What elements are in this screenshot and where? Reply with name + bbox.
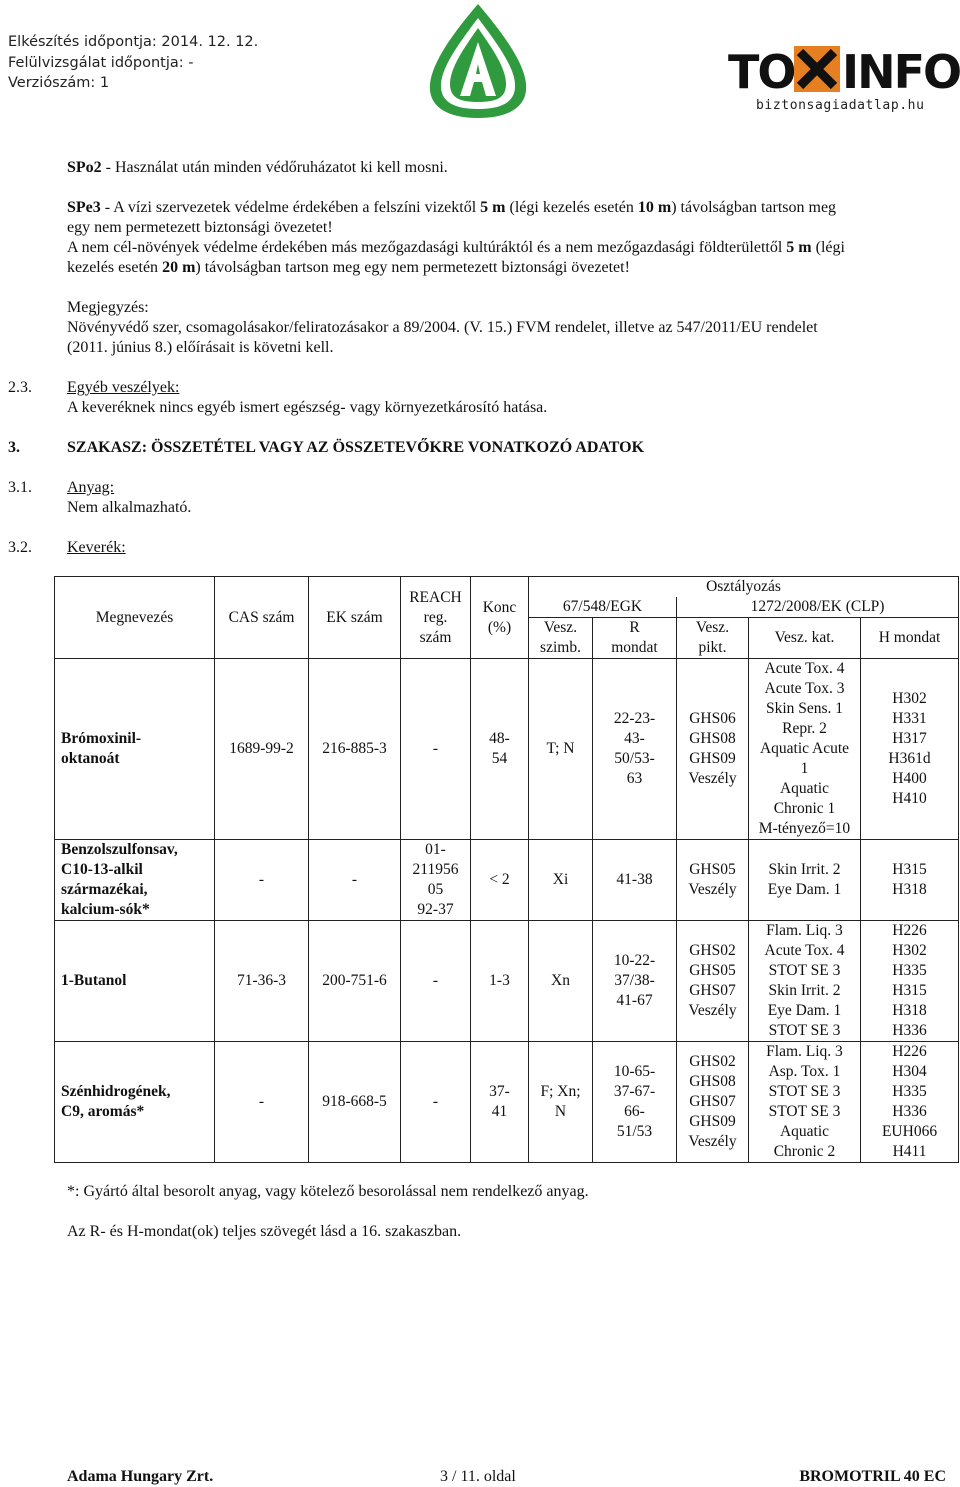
cell-line: 48- xyxy=(489,730,510,747)
header-vesz-szimb-line: szimb. xyxy=(540,639,581,656)
spe3-line-1 xyxy=(67,198,836,218)
cell-ek xyxy=(309,1042,401,1163)
cell-r xyxy=(593,840,677,921)
cell-line: Xi xyxy=(552,871,569,888)
cell-line: H226 xyxy=(892,1043,927,1060)
cell-line: H411 xyxy=(892,1143,927,1160)
cell-line: H315 xyxy=(892,982,927,999)
cell-line: GHS02 xyxy=(689,942,736,959)
cell-line: Flam. Liq. 3 xyxy=(766,1043,843,1060)
cell-ek xyxy=(309,840,401,921)
cell-line: N xyxy=(554,1103,567,1120)
cell-line: GHS02 xyxy=(689,1053,736,1070)
cell-line: H336 xyxy=(892,1103,927,1120)
cell-line: 10-65- xyxy=(613,1063,656,1080)
header-reach-line: REACH xyxy=(409,588,462,606)
cell-line: 51/53 xyxy=(616,1123,653,1140)
cell-reach xyxy=(401,840,471,921)
cell-line: 200-751-6 xyxy=(322,972,387,989)
cell-line: H335 xyxy=(892,1083,927,1100)
document-header-info xyxy=(8,32,258,94)
cell-konc xyxy=(471,840,529,921)
cell-h xyxy=(861,1042,959,1163)
section-3-1-number: 3.1. xyxy=(8,479,32,496)
cell-line: Skin Irrit. 2 xyxy=(768,861,841,878)
header-h-mondat: H mondat xyxy=(861,618,959,659)
cell-ek xyxy=(309,659,401,840)
cell-konc xyxy=(471,921,529,1042)
cell-kat xyxy=(749,1042,861,1163)
nontarget-text-c: (légi xyxy=(815,239,845,256)
nontarget-text-a: A nem cél-növények védelme érdekében más mezőgazdasági kultúráktól és a nem mezőgazdasági földterülettől xyxy=(67,239,783,256)
cell-line: H318 xyxy=(892,1002,927,1019)
cell-line: Chronic 2 xyxy=(773,1143,836,1160)
header-konc xyxy=(471,577,529,659)
cell-line: Asp. Tox. 1 xyxy=(768,1063,841,1080)
header-vesz-szimb-line: Vesz. xyxy=(543,619,578,636)
cell-line: Eye Dam. 1 xyxy=(767,1002,842,1019)
cell-line: 216-885-3 xyxy=(322,740,387,757)
cell-line: STOT SE 3 xyxy=(768,1022,841,1039)
table-row xyxy=(55,921,959,1042)
cell-line: C9, aromás* xyxy=(61,1103,145,1120)
section-3-1-title: Anyag: xyxy=(67,479,115,496)
cell-line: Repr. 2 xyxy=(782,720,827,737)
cell-line: M-tényező=10 xyxy=(758,820,851,837)
created-date: Elkészítés időpontja: 2014. 12. 12. xyxy=(8,34,259,50)
spo2-line xyxy=(67,158,448,178)
cell-line: - xyxy=(432,1093,439,1110)
header-67-548-egk: 67/548/EGK xyxy=(529,597,677,618)
table-row xyxy=(55,659,959,840)
spe3-text-a: - A vízi szervezetek védelme érdekében a felszíni vizektől xyxy=(104,199,477,216)
cell-name xyxy=(55,921,215,1042)
cell-line: GHS05 xyxy=(689,861,736,878)
cell-line: 1 xyxy=(800,760,809,777)
cell-line: 37-67- xyxy=(613,1083,656,1100)
cell-line: H317 xyxy=(892,730,927,747)
cell-line: 10-22- xyxy=(613,952,656,969)
cell-reach xyxy=(401,921,471,1042)
spe3-line-2: egy nem permetezett biztonsági övezetet! xyxy=(67,219,333,236)
cell-konc xyxy=(471,659,529,840)
cell-line: GHS05 xyxy=(689,962,736,979)
cell-line: 918-668-5 xyxy=(322,1093,387,1110)
cell-r xyxy=(593,921,677,1042)
footer-company: Adama Hungary Zrt. xyxy=(67,1468,214,1485)
cell-line: - xyxy=(432,740,439,757)
cell-line: - xyxy=(258,871,265,888)
cell-konc xyxy=(471,1042,529,1163)
nontarget-line-2 xyxy=(67,258,630,278)
section-3-2-title: Keverék: xyxy=(67,539,126,556)
note-line-2: (2011. június 8.) előírásait is követni kell. xyxy=(67,339,334,356)
cell-cas xyxy=(215,1042,309,1163)
cell-szimb xyxy=(529,1042,593,1163)
header-cas: CAS szám xyxy=(215,577,309,659)
cell-line: 211956 xyxy=(412,861,459,878)
header-vesz-pikt-line: Vesz. xyxy=(695,619,730,636)
cell-h xyxy=(861,921,959,1042)
header-konc-line: Konc xyxy=(482,598,517,616)
spo2-text: - Használat után minden védőruházatot ki kell mosni. xyxy=(105,159,448,176)
nontarget-line-1 xyxy=(67,238,845,258)
cell-line: 37- xyxy=(489,1083,510,1100)
cell-line: H318 xyxy=(892,881,927,898)
cell-line: GHS08 xyxy=(689,730,736,747)
cell-h xyxy=(861,840,959,921)
nontarget-text-2a: kezelés esetén xyxy=(67,259,159,276)
cell-line: GHS08 xyxy=(689,1073,736,1090)
toxinfo-site-url: biztonsagiadatlap.hu xyxy=(756,98,925,113)
cell-line: Acute Tox. 4 xyxy=(764,660,845,677)
cell-line: F; Xn; xyxy=(540,1083,581,1100)
cell-line: 1-Butanol xyxy=(61,972,127,989)
cell-line: H335 xyxy=(892,962,927,979)
cell-line: - xyxy=(258,1093,265,1110)
cell-line: STOT SE 3 xyxy=(768,962,841,979)
cell-line: 71-36-3 xyxy=(236,972,287,989)
cell-ek xyxy=(309,921,401,1042)
cell-line: Skin Irrit. 2 xyxy=(768,982,841,999)
section-2-3-title: Egyéb veszélyek: xyxy=(67,379,180,396)
nontarget-distance-2: 20 m xyxy=(162,259,196,276)
cell-szimb xyxy=(529,921,593,1042)
cell-szimb xyxy=(529,840,593,921)
note-title: Megjegyzés: xyxy=(67,299,149,316)
cell-line: H226 xyxy=(892,922,927,939)
cell-line: 66- xyxy=(624,1103,645,1120)
cell-line: Aquatic xyxy=(779,1123,830,1140)
cell-line: EUH066 xyxy=(881,1123,938,1140)
footnote-star: *: Gyártó által besorolt anyag, vagy kötelező besorolással nem rendelkező anyag. xyxy=(67,1183,589,1200)
cell-kat xyxy=(749,921,861,1042)
cell-name xyxy=(55,1042,215,1163)
cell-pikt xyxy=(677,921,749,1042)
spe3-text-c: (légi kezelés esetén xyxy=(509,199,634,216)
spo2-code: SPo2 xyxy=(67,159,102,176)
cell-line: H400 xyxy=(892,770,927,787)
cell-line: GHS07 xyxy=(689,982,736,999)
section-3-2-number: 3.2. xyxy=(8,539,32,556)
cell-cas xyxy=(215,921,309,1042)
header-r-mondat-line: mondat xyxy=(611,639,658,656)
cell-line: Veszély xyxy=(688,1133,737,1150)
header-classification: Osztályozás xyxy=(529,577,959,598)
spe3-distance-1: 5 m xyxy=(480,199,506,216)
cell-line: T; N xyxy=(546,740,575,757)
cell-line: GHS07 xyxy=(689,1093,736,1110)
note-line-1: Növényvédő szer, csomagolásakor/feliratozásakor a 89/2004. (V. 15.) FVM rendelet, illetve az 547/2011/EU rendelet xyxy=(67,319,818,336)
cell-line: 50/53- xyxy=(614,750,655,767)
cell-line: Aquatic xyxy=(779,780,830,797)
header-clp: 1272/2008/EK (CLP) xyxy=(677,597,959,618)
section-2-3-number: 2.3. xyxy=(8,379,32,396)
cell-line: oktanoát xyxy=(61,750,120,767)
cell-line: kalcium-sók* xyxy=(61,901,150,918)
section-3-title: SZAKASZ: ÖSSZETÉTEL VAGY AZ ÖSSZETEVŐKRE VONATKOZÓ ADATOK xyxy=(67,439,645,456)
cell-line: 41-38 xyxy=(616,871,653,888)
cell-kat xyxy=(749,659,861,840)
cell-line: Flam. Liq. 3 xyxy=(766,922,843,939)
cell-line: 63 xyxy=(626,770,643,787)
section-2-3-text: A keveréknek nincs egyéb ismert egészség- vagy környezetkárosító hatása. xyxy=(67,399,548,416)
cell-line: Eye Dam. 1 xyxy=(767,881,842,898)
version-number: Verziószám: 1 xyxy=(8,75,110,91)
toxinfo-logo xyxy=(728,44,960,99)
cell-line: GHS09 xyxy=(689,750,736,767)
header-r-mondat-line: R xyxy=(629,619,640,636)
adama-logo xyxy=(424,2,532,120)
footer-product: BROMOTRIL 40 EC xyxy=(799,1468,946,1485)
header-ek: EK szám xyxy=(309,577,401,659)
cell-line: H410 xyxy=(892,790,927,807)
header-vesz-pikt-line: pikt. xyxy=(698,639,727,656)
cell-reach xyxy=(401,659,471,840)
cell-line: Aquatic Acute xyxy=(759,740,850,757)
cell-cas xyxy=(215,659,309,840)
mixture-composition-table xyxy=(54,576,959,1163)
revised-date: Felülvizsgálat időpontja: - xyxy=(8,54,194,71)
cell-line: H361d xyxy=(888,750,931,767)
cell-line: Veszély xyxy=(688,1002,737,1019)
cell-line: C10-13-alkil xyxy=(61,861,143,878)
cell-line: H331 xyxy=(892,710,927,727)
cell-line: STOT SE 3 xyxy=(768,1083,841,1100)
header-vesz-szimb xyxy=(529,618,593,659)
table-row xyxy=(55,1042,959,1163)
cell-name xyxy=(55,659,215,840)
cell-line: 22-23- xyxy=(613,710,656,727)
nontarget-distance-1: 5 m xyxy=(786,239,812,256)
cell-line: Chronic 1 xyxy=(773,800,836,817)
cell-line: Acute Tox. 3 xyxy=(764,680,845,697)
header-vesz-pikt xyxy=(677,618,749,659)
cell-line: Szénhidrogének, xyxy=(61,1083,171,1100)
svg-text:TO: TO xyxy=(728,45,795,99)
cell-line: 1-3 xyxy=(489,972,510,989)
cell-line: 41 xyxy=(491,1103,508,1120)
cell-line: Skin Sens. 1 xyxy=(765,700,844,717)
cell-line: 41-67 xyxy=(616,992,653,1009)
cell-line: - xyxy=(351,871,358,888)
cell-kat xyxy=(749,840,861,921)
header-reach-line: szám xyxy=(419,628,452,646)
mixture-rows xyxy=(55,659,959,1163)
header-r-mondat xyxy=(593,618,677,659)
header-reach-line: reg. xyxy=(423,608,448,626)
cell-line: Veszély xyxy=(688,881,737,898)
cell-cas xyxy=(215,840,309,921)
header-konc-line: (%) xyxy=(487,618,512,636)
cell-line: 05 xyxy=(427,881,444,898)
footer-page-number: 3 / 11. oldal xyxy=(440,1468,516,1485)
cell-pikt xyxy=(677,1042,749,1163)
cell-line: H304 xyxy=(892,1063,927,1080)
cell-line: Xn xyxy=(551,972,570,989)
cell-line: 01- xyxy=(425,841,446,858)
cell-line: < 2 xyxy=(489,871,510,888)
cell-line: Benzolszulfonsav, xyxy=(61,841,178,858)
cell-line: - xyxy=(432,972,439,989)
spe3-text-e: ) távolságban tartson meg xyxy=(671,199,837,216)
svg-text:INFO: INFO xyxy=(842,45,960,99)
table-row xyxy=(55,840,959,921)
nontarget-text-2c: ) távolságban tartson meg egy nem permetezett biztonsági övezetet! xyxy=(195,259,630,276)
cell-r xyxy=(593,659,677,840)
cell-line: származékai, xyxy=(61,881,148,898)
cell-line: H315 xyxy=(892,861,927,878)
cell-line: 54 xyxy=(491,750,508,767)
cell-line: GHS09 xyxy=(689,1113,736,1130)
header-reach xyxy=(401,577,471,659)
cell-line: H302 xyxy=(892,942,927,959)
cell-line: H302 xyxy=(892,690,927,707)
cell-line: 37/38- xyxy=(614,972,655,989)
cell-h xyxy=(861,659,959,840)
cell-line: Brómoxinil- xyxy=(61,730,142,747)
spe3-distance-2: 10 m xyxy=(637,199,672,216)
cell-line: H336 xyxy=(892,1022,927,1039)
cell-szimb xyxy=(529,659,593,840)
cell-pikt xyxy=(677,659,749,840)
footnote-section-16: Az R- és H-mondat(ok) teljes szövegét lásd a 16. szakaszban. xyxy=(67,1223,462,1240)
cell-line: 43- xyxy=(624,730,645,747)
cell-reach xyxy=(401,1042,471,1163)
cell-line: GHS06 xyxy=(689,710,736,727)
cell-pikt xyxy=(677,840,749,921)
header-name: Megnevezés xyxy=(55,577,215,659)
section-3-number: 3. xyxy=(8,439,20,456)
cell-line: 92-37 xyxy=(417,901,454,918)
cell-line: 1689-99-2 xyxy=(229,740,294,757)
section-3-1-text: Nem alkalmazható. xyxy=(67,499,192,516)
cell-r xyxy=(593,1042,677,1163)
spe3-code: SPe3 xyxy=(67,199,101,216)
cell-line: STOT SE 3 xyxy=(768,1103,841,1120)
header-vesz-kat: Vesz. kat. xyxy=(749,618,861,659)
cell-line: Acute Tox. 4 xyxy=(764,942,845,959)
cell-line: Veszély xyxy=(688,770,737,787)
cell-name xyxy=(55,840,215,921)
